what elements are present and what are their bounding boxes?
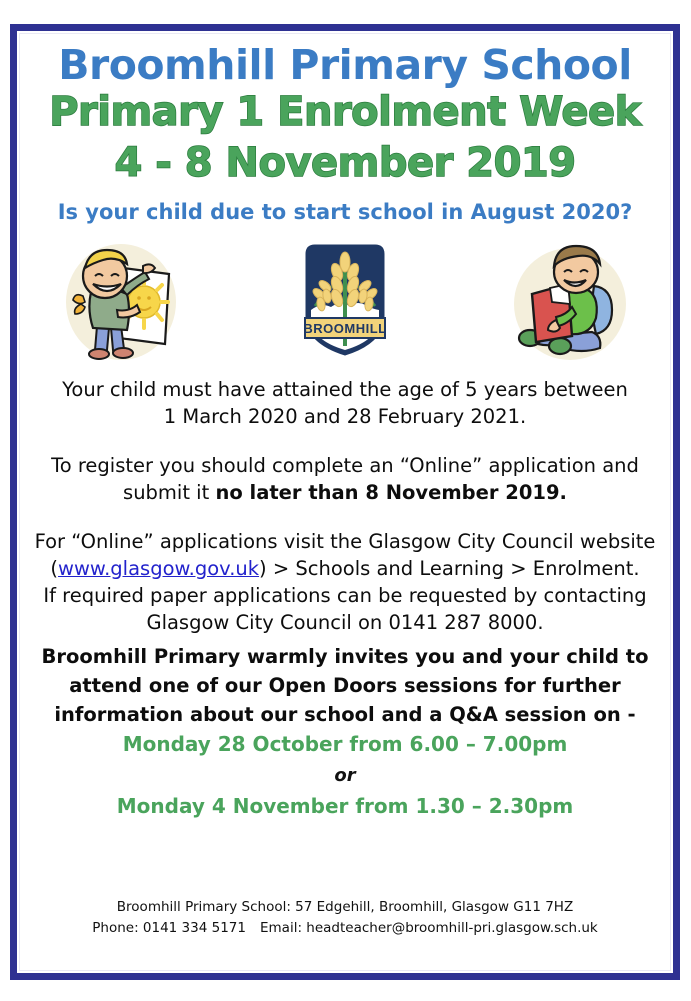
poster-content — [19, 33, 671, 971]
eligibility-question: Is your child due to start school in August 2020? — [57, 200, 633, 224]
glasgow-council-link[interactable]: www.glasgow.gov.uk — [58, 557, 260, 580]
event-title-line2: 4 - 8 November 2019 — [114, 140, 576, 186]
paper-line1: If required paper applications can be requested by contacting — [43, 584, 647, 607]
session-option-1: Monday 28 October from 6.00 – 7.00pm — [122, 732, 568, 756]
broomhill-school-crest-icon — [283, 237, 408, 362]
age-requirement-paragraph — [27, 376, 663, 430]
footer-contact-line — [19, 918, 671, 939]
online-paren-open: ( — [50, 557, 59, 580]
register-paragraph — [27, 452, 663, 506]
school-contact-footer — [19, 897, 671, 939]
online-applications-paragraph — [27, 528, 663, 636]
sessions-block — [27, 729, 663, 822]
body-text-block — [27, 376, 663, 636]
footer-email: Email: headteacher@broomhill-pri.glasgow.sch.uk — [259, 920, 598, 936]
online-line2-rest: ) > Schools and Learning > Enrolment. — [259, 557, 640, 580]
age-requirement-line2: 1 March 2020 and 28 February 2021. — [163, 405, 527, 428]
event-title-line1: Primary 1 Enrolment Week — [49, 89, 641, 135]
footer-address: Broomhill Primary School: 57 Edgehill, Broomhill, Glasgow G11 7HZ — [116, 899, 574, 915]
invitation-line3: information about our school and a Q&A session on - — [54, 703, 636, 726]
child-reading-book-icon — [508, 237, 633, 362]
school-name-title: Broomhill Primary School — [58, 41, 632, 89]
paper-line2: Glasgow City Council on 0141 287 8000. — [146, 611, 544, 634]
register-line1: To register you should complete an “Online” application and — [51, 454, 639, 477]
invitation-block — [27, 642, 663, 729]
register-deadline: no later than 8 November 2019. — [215, 481, 567, 504]
age-requirement-line1: Your child must have attained the age of 5 years between — [62, 378, 628, 401]
session-option-2: Monday 4 November from 1.30 – 2.30pm — [116, 794, 574, 818]
invitation-line2: attend one of our Open Doors sessions for further — [69, 674, 621, 697]
invitation-line1: Broomhill Primary warmly invites you and your child to — [41, 645, 649, 668]
child-with-sun-drawing-icon — [57, 237, 182, 362]
crest-banner-text: BROOMHILL — [303, 321, 387, 336]
session-separator: or — [334, 765, 356, 786]
illustration-row — [27, 237, 663, 362]
footer-phone: Phone: 0141 334 5171 — [92, 920, 246, 936]
register-line2-prefix: submit it — [123, 481, 216, 504]
online-line1: For “Online” applications visit the Glasgow City Council website — [34, 530, 656, 553]
